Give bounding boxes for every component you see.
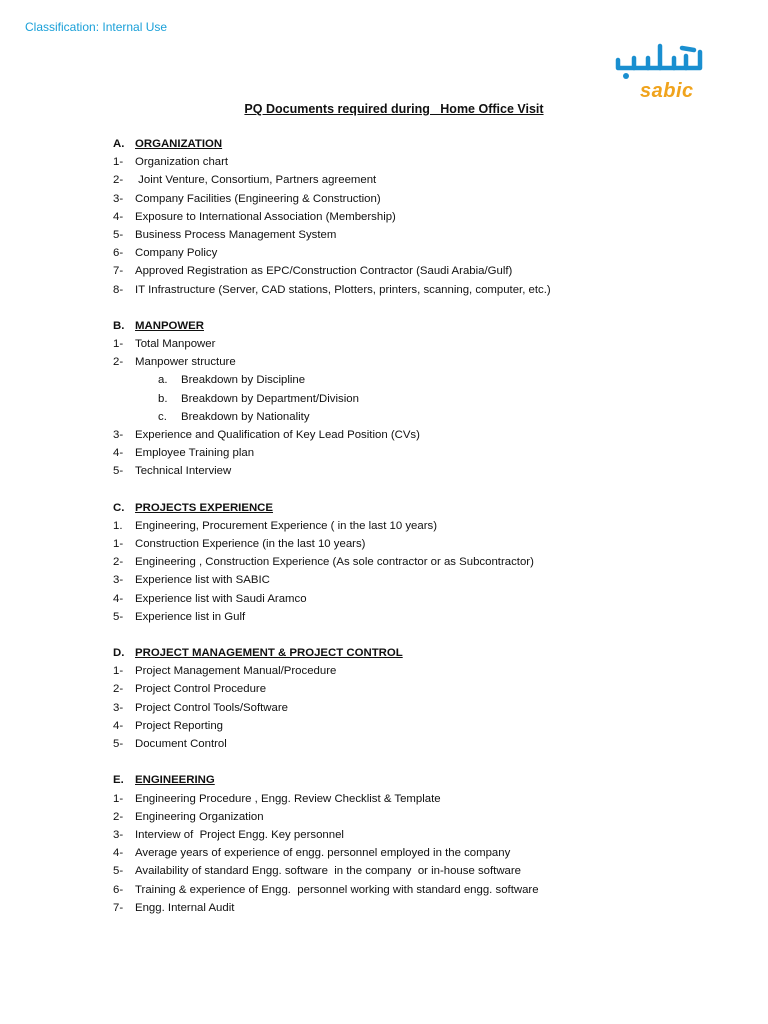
list-item [113, 826, 733, 844]
item-number: 3- [113, 828, 124, 841]
section-heading [113, 135, 733, 153]
item-text: Company Facilities (Engineering & Construction) [135, 192, 381, 205]
list-item [113, 699, 733, 717]
list-item [113, 208, 733, 226]
sub-list-item [113, 390, 733, 408]
item-number: 1- [113, 665, 124, 678]
item-number: 1- [113, 156, 124, 169]
section-manpower [113, 317, 733, 481]
item-text: Organization chart [135, 156, 229, 169]
item-number: 3- [113, 701, 124, 714]
list-item [113, 444, 733, 462]
list-item [113, 571, 733, 589]
item-number: 4- [113, 210, 124, 223]
item-number: 2- [113, 810, 124, 823]
section-organization [113, 135, 733, 299]
sub-list-item [113, 408, 733, 426]
item-number: 6- [113, 247, 124, 260]
item-number: 1. [113, 519, 123, 532]
item-text: Breakdown by Nationality [181, 410, 310, 423]
item-text: Interview of Project Engg. Key personnel [135, 828, 344, 841]
section-heading [113, 771, 733, 789]
list-item [113, 790, 733, 808]
section-letter: D. [113, 647, 125, 660]
item-number: 5- [113, 465, 124, 478]
sabic-logo [612, 42, 706, 104]
item-number: 3- [113, 192, 124, 205]
list-item [113, 517, 733, 535]
sabic-arabic-logo-icon [612, 42, 706, 84]
list-item [113, 844, 733, 862]
item-number: b. [158, 392, 168, 405]
list-item [113, 353, 733, 371]
list-item [113, 335, 733, 353]
section-engineering [113, 771, 733, 917]
item-number: 4- [113, 592, 124, 605]
section-name: MANPOWER [135, 319, 204, 332]
section-heading [113, 644, 733, 662]
item-number: 5- [113, 610, 124, 623]
item-text: Training & experience of Engg. personnel working with standard engg. software [135, 883, 539, 896]
item-number: 1- [113, 792, 124, 805]
item-text: Exposure to International Association (Membership) [135, 210, 396, 223]
item-text: Availability of standard Engg. software in the company or in-house software [135, 865, 522, 878]
section-name: ORGANIZATION [135, 138, 223, 150]
section-projects-experience [113, 499, 733, 626]
item-text: Joint Venture, Consortium, Partners agreement [135, 174, 377, 187]
item-text: Engineering, Procurement Experience ( in the last 10 years) [135, 519, 438, 532]
sabic-wordmark: sabic [640, 80, 694, 102]
item-text: Company Policy [135, 247, 218, 260]
list-item [113, 862, 733, 880]
item-number: 7- [113, 901, 124, 914]
section-letter: A. [113, 138, 125, 150]
item-number: 5- [113, 229, 124, 242]
section-letter: C. [113, 501, 125, 514]
item-text: Employee Training plan [135, 447, 255, 460]
item-number: 2- [113, 556, 124, 569]
item-text: Average years of experience of engg. personnel employed in the company [135, 847, 511, 860]
list-item [113, 426, 733, 444]
item-text: Engineering , Construction Experience (As sole contractor or as Subcontractor) [135, 556, 534, 569]
document-title: PQ Documents required during Home Office Visit [244, 102, 544, 116]
section-heading [113, 317, 733, 335]
item-number: 1- [113, 338, 124, 351]
item-text: Approved Registration as EPC/Construction Contractor (Saudi Arabia/Gulf) [135, 265, 513, 278]
section-name: PROJECTS EXPERIENCE [135, 501, 273, 514]
item-number: 7- [113, 265, 124, 278]
item-text: Project Management Manual/Procedure [135, 665, 337, 678]
item-text: Engg. Internal Audit [135, 901, 235, 914]
list-item [113, 226, 733, 244]
item-text: IT Infrastructure (Server, CAD stations, Plotters, printers, scanning, computer, etc.) [135, 283, 551, 296]
list-item [113, 553, 733, 571]
sub-list-item [113, 371, 733, 389]
item-number: 5- [113, 865, 124, 878]
item-number: 8- [113, 283, 124, 296]
list-item [113, 608, 733, 626]
item-text: Business Process Management System [135, 229, 337, 242]
item-number: 1- [113, 538, 124, 551]
list-item [113, 881, 733, 899]
item-number: 6- [113, 883, 124, 896]
item-text: Engineering Organization [135, 810, 264, 823]
item-text: Document Control [135, 738, 227, 751]
section-heading [113, 499, 733, 517]
item-text: Total Manpower [135, 338, 216, 351]
item-text: Project Reporting [135, 719, 224, 732]
item-text: Project Control Tools/Software [135, 701, 288, 714]
list-item [113, 190, 733, 208]
list-item [113, 153, 733, 171]
item-text: Technical Interview [135, 465, 232, 478]
list-item [113, 262, 733, 280]
item-text: Experience list with Saudi Aramco [135, 592, 307, 605]
list-item [113, 462, 733, 480]
item-number: 5- [113, 738, 124, 751]
list-item [113, 535, 733, 553]
item-text: Engineering Procedure , Engg. Review Checklist & Template [135, 792, 441, 805]
document-body [113, 135, 733, 935]
list-item [113, 680, 733, 698]
item-text: Experience list in Gulf [135, 610, 246, 623]
list-item [113, 281, 733, 299]
list-item [113, 899, 733, 917]
section-letter: E. [113, 774, 124, 787]
list-item [113, 662, 733, 680]
list-item [113, 735, 733, 753]
list-item [113, 590, 733, 608]
item-number: 4- [113, 447, 124, 460]
item-number: 3- [113, 429, 124, 442]
classification-label: Classification: Internal Use [25, 20, 168, 34]
item-number: 2- [113, 683, 124, 696]
section-name: PROJECT MANAGEMENT & PROJECT CONTROL [135, 647, 403, 660]
list-item [113, 717, 733, 735]
list-item [113, 244, 733, 262]
item-text: Breakdown by Discipline [181, 374, 306, 387]
item-number: 3- [113, 574, 124, 587]
item-text: Experience list with SABIC [135, 574, 270, 587]
item-number: 2- [113, 174, 124, 187]
list-item [113, 808, 733, 826]
item-number: 4- [113, 847, 124, 860]
item-number: 2- [113, 356, 124, 369]
item-number: 4- [113, 719, 124, 732]
item-text: Project Control Procedure [135, 683, 267, 696]
section-name: ENGINEERING [135, 774, 215, 787]
section-letter: B. [113, 319, 125, 332]
item-number: c. [158, 410, 167, 423]
item-text: Breakdown by Department/Division [181, 392, 359, 405]
list-item [113, 171, 733, 189]
item-text: Experience and Qualification of Key Lead Position (CVs) [135, 429, 420, 442]
section-project-management-project-control [113, 644, 733, 753]
item-text: Construction Experience (in the last 10 years) [135, 538, 366, 551]
item-number: a. [158, 374, 168, 387]
item-text: Manpower structure [135, 356, 236, 369]
